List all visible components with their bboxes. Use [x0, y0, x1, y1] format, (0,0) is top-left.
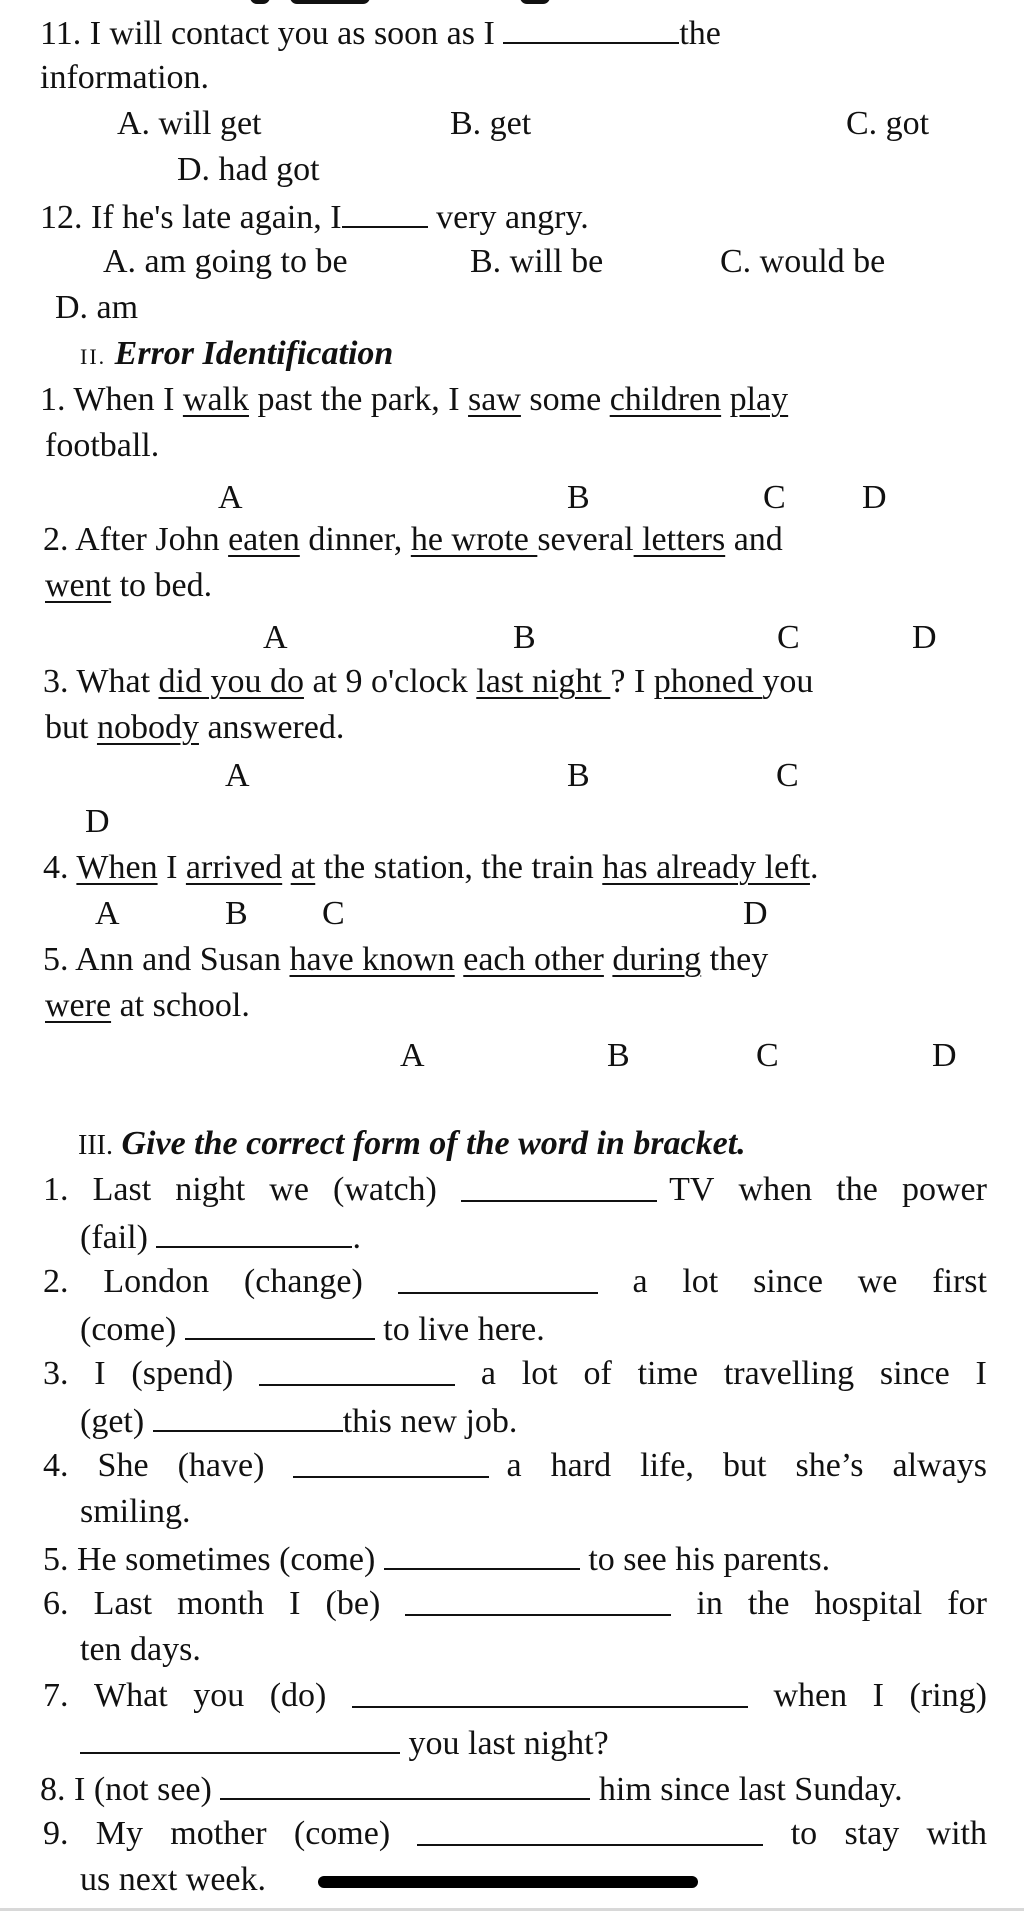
- word-q7-line2: you last night?: [80, 1722, 609, 1764]
- w7-blank-1[interactable]: [352, 1676, 748, 1708]
- word-q7-line1: 7. What you (do) when I (ring): [43, 1677, 987, 1714]
- error-q2-line2: went to bed.: [45, 567, 213, 604]
- w2-blank-2[interactable]: [185, 1308, 375, 1340]
- e4-label-a: A: [95, 895, 120, 932]
- word-q3-line1: 3. I (spend) a lot of time travelling since I: [43, 1355, 987, 1392]
- q12-option-a[interactable]: A. am going to be: [103, 243, 348, 280]
- e5-label-c: C: [756, 1037, 779, 1074]
- e3-underlined-a[interactable]: did you do: [158, 663, 304, 700]
- e4-underlined-b[interactable]: arrived: [185, 849, 283, 886]
- word-q2-line2: (come) to live here.: [80, 1308, 545, 1350]
- section-3-heading: III. Give the correct form of the word in bracket.: [78, 1125, 746, 1162]
- cropped-top-mark: [520, 0, 550, 4]
- q11-option-a[interactable]: A. will get: [117, 105, 262, 142]
- e2-underlined-d[interactable]: went: [45, 567, 112, 604]
- e4-label-c: C: [322, 895, 345, 932]
- error-q2-line1: 2. After John eaten dinner, he wrote several letters and: [43, 521, 783, 558]
- e2-label-b: B: [513, 619, 536, 656]
- word-q6-line2: ten days.: [80, 1631, 201, 1668]
- e1-underlined-c[interactable]: children: [609, 381, 722, 418]
- w9-blank-1[interactable]: [417, 1814, 763, 1846]
- w7-blank-2[interactable]: [80, 1722, 400, 1754]
- word-q9-line2: us next week.: [80, 1861, 267, 1898]
- word-q1-line1: 1. Last night we (watch) TV when the power: [43, 1171, 987, 1208]
- w3-blank-1[interactable]: [259, 1354, 455, 1386]
- e3-label-a: A: [225, 757, 250, 794]
- e5-underlined-a[interactable]: have known: [289, 941, 455, 978]
- q11-option-b[interactable]: B. get: [450, 105, 532, 142]
- q11-option-d[interactable]: D. had got: [177, 151, 320, 188]
- w5-blank-1[interactable]: [384, 1538, 580, 1570]
- q12-answer-blank[interactable]: [342, 196, 428, 228]
- error-q4-line1: 4. When I arrived at the station, the train has already left.: [43, 849, 819, 886]
- e2-underlined-b[interactable]: he wrote: [410, 521, 538, 558]
- word-q6-line1: 6. Last month I (be) in the hospital for: [43, 1585, 987, 1622]
- e3-underlined-c[interactable]: phoned: [653, 663, 763, 700]
- q12-option-c[interactable]: C. would be: [720, 243, 886, 280]
- error-q5-line2: were at school.: [45, 987, 250, 1024]
- e4-label-d: D: [743, 895, 768, 932]
- e5-underlined-d[interactable]: were: [45, 987, 112, 1024]
- word-q3-line2: (get) this new job.: [80, 1400, 517, 1442]
- error-q3-line2: but nobody answered.: [45, 709, 345, 746]
- e3-label-b: B: [567, 757, 590, 794]
- w1-blank-1[interactable]: [461, 1170, 657, 1202]
- w2-blank-1[interactable]: [398, 1262, 598, 1294]
- e1-label-c: C: [763, 479, 786, 516]
- e5-underlined-c[interactable]: during: [612, 941, 702, 978]
- cropped-top-mark: [290, 0, 370, 4]
- e2-label-a: A: [263, 619, 288, 656]
- pen-stroke-mark: [318, 1876, 698, 1888]
- e3-underlined-d[interactable]: nobody: [96, 709, 199, 746]
- e2-label-d: D: [912, 619, 937, 656]
- e2-underlined-c[interactable]: letters: [633, 521, 726, 558]
- w3-blank-2[interactable]: [153, 1400, 343, 1432]
- q11-line1: 11. I will contact you as soon as I the: [40, 12, 721, 54]
- e1-label-a: A: [218, 479, 243, 516]
- e5-label-d: D: [932, 1037, 957, 1074]
- q12-option-d[interactable]: D. am: [55, 289, 139, 326]
- section-2-heading: II. Error Identification: [80, 335, 394, 372]
- error-q3-line1: 3. What did you do at 9 o'clock last night ? I phoned you: [43, 663, 814, 700]
- word-q8-line1: 8. I (not see) him since last Sunday.: [40, 1768, 903, 1810]
- e2-label-c: C: [777, 619, 800, 656]
- e2-underlined-a[interactable]: eaten: [228, 521, 300, 558]
- e5-label-a: A: [400, 1037, 425, 1074]
- e3-label-d: D: [85, 803, 110, 840]
- e4-underlined-d[interactable]: has already left: [602, 849, 810, 886]
- error-q5-line1: 5. Ann and Susan have known each other during they: [43, 941, 769, 978]
- e3-underlined-b[interactable]: last night: [476, 663, 611, 700]
- q11-answer-blank[interactable]: [503, 12, 679, 44]
- e1-underlined-b[interactable]: saw: [468, 381, 521, 418]
- e1-label-b: B: [567, 479, 590, 516]
- error-q1-line2: football.: [45, 427, 160, 464]
- q12-line1: 12. If he's late again, I very angry.: [40, 196, 589, 238]
- w6-blank-1[interactable]: [405, 1584, 671, 1616]
- w1-blank-2[interactable]: [156, 1216, 352, 1248]
- word-q4-line1: 4. She (have) a hard life, but she’s always: [43, 1447, 987, 1484]
- q12-option-b[interactable]: B. will be: [470, 243, 604, 280]
- bottom-edge-line: [0, 1908, 1024, 1911]
- e4-underlined-a[interactable]: When: [76, 849, 158, 886]
- e5-underlined-b[interactable]: each other: [463, 941, 604, 978]
- w4-blank-1[interactable]: [293, 1446, 489, 1478]
- q11-option-c[interactable]: C. got: [846, 105, 930, 142]
- e1-underlined-a[interactable]: walk: [182, 381, 249, 418]
- e5-label-b: B: [607, 1037, 630, 1074]
- error-q1-line1: 1. When I walk past the park, I saw some children play: [40, 381, 789, 418]
- word-q1-line2: (fail) .: [80, 1216, 361, 1258]
- e4-underlined-c[interactable]: at: [290, 849, 316, 886]
- e1-underlined-d[interactable]: play: [729, 381, 789, 418]
- word-q9-line1: 9. My mother (come) to stay with: [43, 1815, 987, 1852]
- cropped-top-mark: [250, 0, 270, 4]
- e4-label-b: B: [225, 895, 248, 932]
- word-q5-line1: 5. He sometimes (come) to see his parents.: [43, 1538, 830, 1580]
- e3-label-c: C: [776, 757, 799, 794]
- e1-label-d: D: [862, 479, 887, 516]
- word-q2-line1: 2. London (change) a lot since we first: [43, 1263, 987, 1300]
- w8-blank-1[interactable]: [220, 1768, 590, 1800]
- word-q4-line2: smiling.: [80, 1493, 191, 1530]
- q11-line2: information.: [40, 59, 210, 96]
